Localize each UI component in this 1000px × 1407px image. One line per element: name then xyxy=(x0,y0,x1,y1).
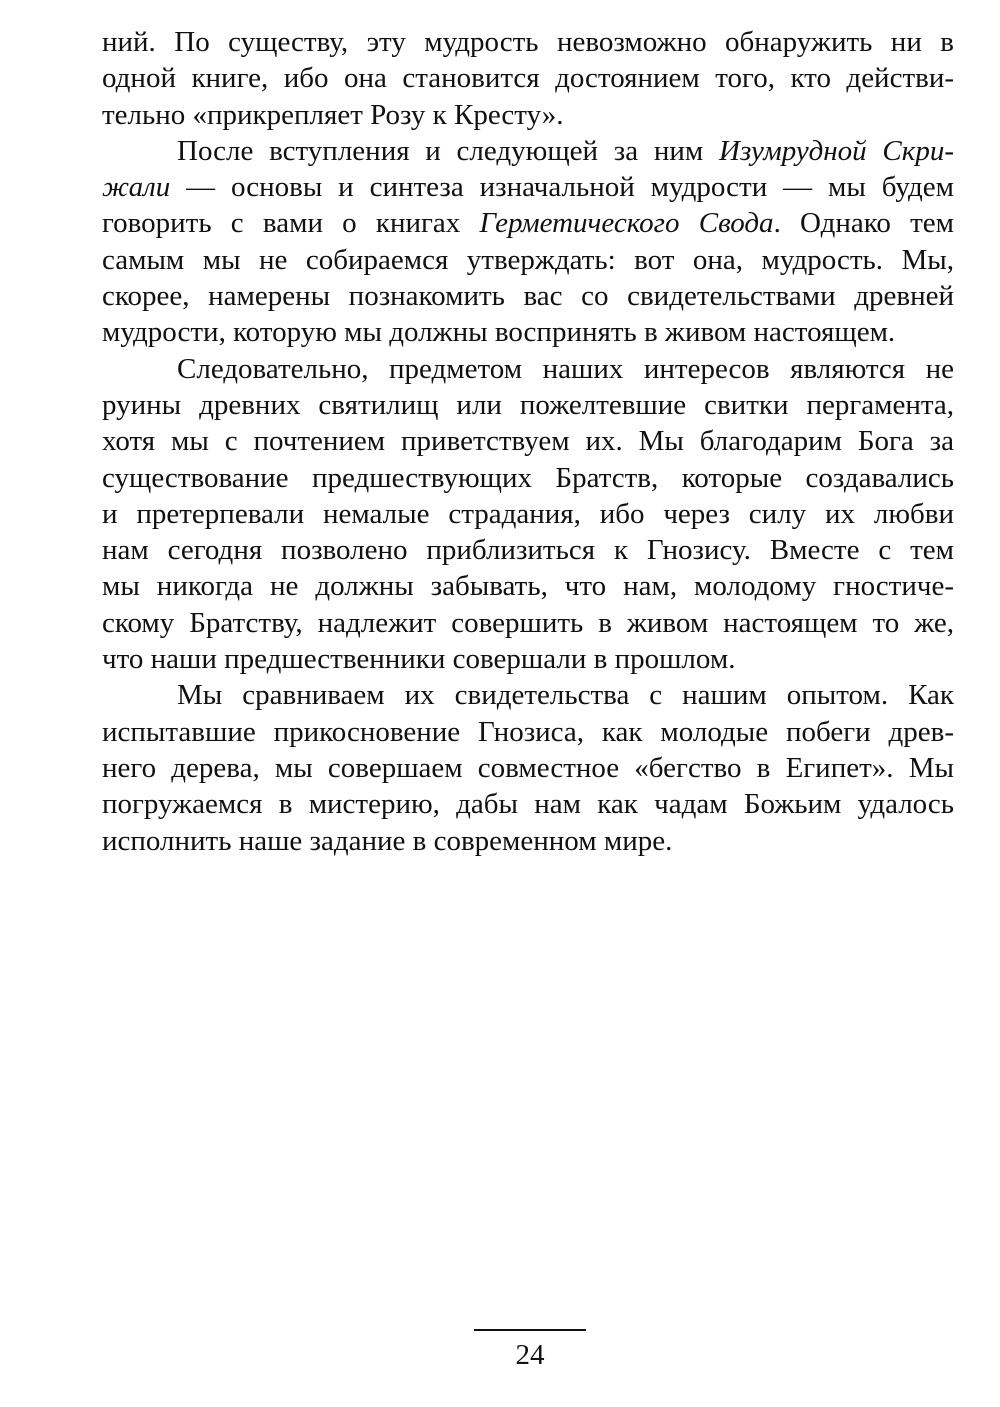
paragraph xyxy=(102,133,954,351)
text-line: После вступления и следующей за ним Изумрудной Скри- xyxy=(177,134,954,167)
text-line: тельно «прикрепляет Розу к Кресту». xyxy=(102,98,564,131)
text-line: Следовательно, предметом наших интересов являются не xyxy=(177,352,954,385)
footer-rule xyxy=(474,1329,586,1331)
text-line: него дерева, мы совершаем совместное «бегство в Египет». Мы xyxy=(102,751,954,784)
text-line: погружаемся в мистерию, дабы нам как чадам Божьим удалось xyxy=(102,788,954,821)
text-line: мы никогда не должны забывать, что нам, молодому гностиче- xyxy=(102,570,954,603)
text-line: мудрости, которую мы должны воспринять в живом настоящем. xyxy=(102,316,896,349)
text-line: жали — основы и синтеза изначальной мудрости — мы будем xyxy=(102,171,954,204)
page-number: 24 xyxy=(515,1339,545,1371)
italic-title: Изумрудной Скри- xyxy=(719,134,954,167)
paragraph xyxy=(102,677,954,858)
text-line: испытавшие прикосновение Гнозиса, как молодые побеги древ- xyxy=(102,715,954,748)
italic-title: Герметического Свода xyxy=(479,207,774,240)
text-line: скому Братству, надлежит совершить в живом настоящем то же, xyxy=(102,606,954,639)
page-body xyxy=(102,24,954,859)
text-line: нам сегодня позволено приблизиться к Гнозису. Вместе с тем xyxy=(102,534,954,567)
text-line: самым мы не собираемся утверждать: вот она, мудрость. Мы, xyxy=(102,243,954,276)
text-line: хотя мы с почтением приветствуем их. Мы благодарим Бога за xyxy=(102,425,954,458)
text-line: и претерпевали немалые страдания, ибо через силу их любви xyxy=(102,497,954,530)
text-line: скорее, намерены познакомить вас со свидетельствами древней xyxy=(102,280,954,313)
text-line: руины древних святилищ или пожелтевшие свитки пергамента, xyxy=(102,388,954,421)
text-line: существование предшествующих Братств, которые создавались xyxy=(102,461,954,494)
text-line: исполнить наше задание в современном мире. xyxy=(102,824,673,857)
text-line: Мы сравниваем их свидетельства с нашим опытом. Как xyxy=(177,679,954,712)
text-line: ний. По существу, эту мудрость невозможно обнаружить ни в xyxy=(102,26,954,58)
text-line: одной книге, ибо она становится достоянием того, кто действи- xyxy=(102,62,954,95)
text-line: что наши предшественники совершали в прошлом. xyxy=(102,643,736,676)
paragraph xyxy=(102,351,954,678)
italic-title: жали xyxy=(102,171,171,204)
text-line: говорить с вами о книгах Герметического Свода. Однако тем xyxy=(102,207,954,240)
paragraph xyxy=(102,24,954,133)
